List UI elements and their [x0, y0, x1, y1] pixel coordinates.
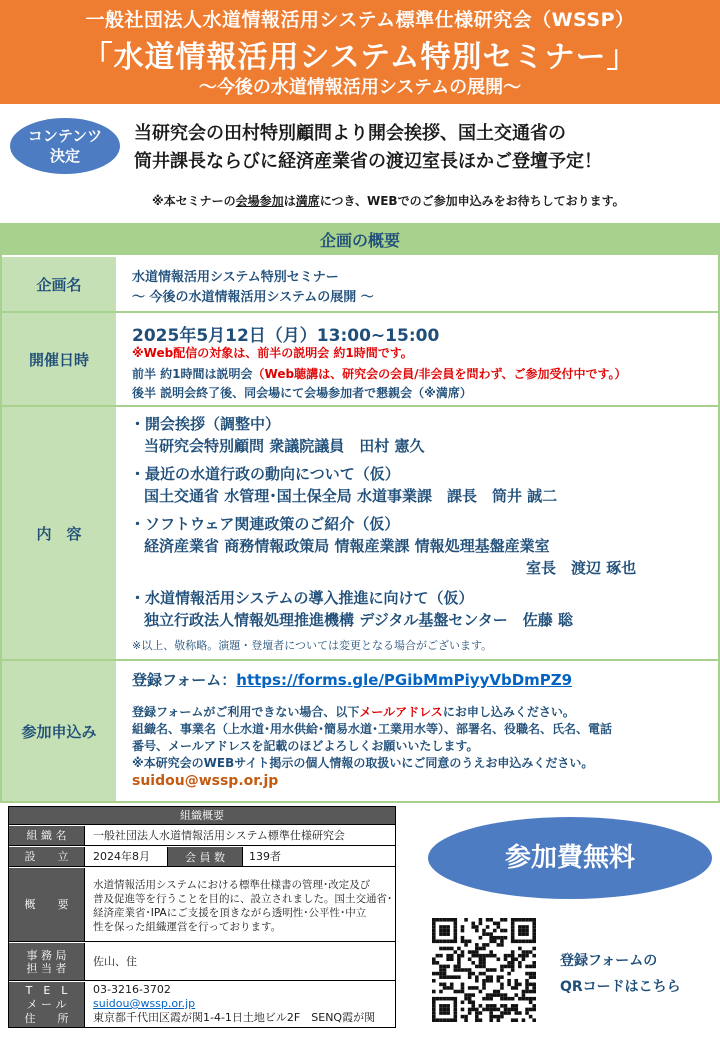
org-row-established	[9, 847, 395, 867]
item-3-detail-2: 室長 渡辺 琢也	[526, 559, 637, 577]
org-members-label: 会 員 数	[167, 847, 243, 866]
row-date	[2, 313, 718, 407]
item-4-detail: 独立行政法人情報処理推進機構 デジタル基盤センター 佐藤 聡	[144, 611, 573, 629]
staff-label-2: 担 当 者	[26, 961, 67, 975]
org-summary-label: 概 要	[9, 868, 85, 941]
org-staff-label	[9, 943, 85, 980]
first-half	[132, 365, 627, 382]
web-note: ※Web配信の対象は、前半の説明会 約1時間です。	[132, 346, 413, 360]
org-contact-label	[9, 982, 85, 1027]
notice-part: につき、WEBでのご参加申込みをお待ちしております。	[319, 194, 625, 208]
org-est-value: 2024年8月	[93, 850, 150, 863]
first-half-red: （Web聴講は、研究会の会員/非会員を問わず、ご参加受付中です。）	[252, 367, 627, 381]
apply-text-4: ※本研究会のWEBサイト掲示の個人情報の取扱いにご同意のうえお申込みください。	[132, 756, 594, 770]
organization-table	[8, 806, 396, 1028]
summary-line: 水道情報活用システムにおける標準仕様書の管理･改定及び	[93, 879, 371, 891]
notice-venue: 会場参加	[235, 194, 284, 208]
overview-heading: 企画の概要	[2, 225, 718, 257]
organizer-name: 一般社団法人水道情報活用システム標準仕様研究会（WSSP）	[85, 9, 635, 31]
announcement-text	[134, 120, 602, 176]
qr-caption-line-2: QRコードはこちら	[560, 979, 681, 995]
item-1-detail: 当研究会特別顧問 衆議院議員 田村 憲久	[144, 437, 425, 455]
badge-line-1: コンテンツ	[27, 127, 103, 145]
item-3-title: ・ソフトウェア関連政策のご紹介（仮）	[130, 515, 400, 533]
qr-caption-line-1: 登録フォームの	[560, 953, 658, 969]
summary-line: 普及促進等を行うことを目的に、設立されました。国土交通省･	[93, 893, 393, 905]
first-half-text: 前半 約1時間は説明会	[132, 367, 253, 381]
row-apply	[2, 661, 718, 801]
org-est-label: 設 立	[9, 847, 85, 866]
org-row-contact	[9, 982, 395, 1027]
content-note: ※以上、敬称略。演題・登壇者については変更となる場合がございます。	[132, 639, 493, 652]
item-4-title: ・水道情報活用システムの導入推進に向けて（仮）	[130, 589, 474, 607]
org-name-label: 組 織 名	[9, 826, 85, 845]
org-row-summary	[9, 868, 395, 942]
free-admission-badge: 参加費無料	[428, 817, 712, 899]
apply-email[interactable]: suidou@wssp.or.jp	[132, 773, 279, 789]
form-label: 登録フォーム：	[132, 671, 237, 689]
org-address: 東京都千代田区霞が関1-4-1日土地ビル2F SENQ霞が関	[93, 1011, 376, 1024]
contents-decided-badge	[10, 118, 120, 174]
qr-caption	[560, 948, 681, 1000]
item-3-detail: 経済産業省 商務情報政策局 情報産業課 情報処理基盤産業室	[144, 537, 550, 555]
apply-text-1-red: メールアドレス	[359, 705, 443, 719]
badge-line-2: 決定	[49, 147, 80, 165]
label-content: 内 容	[2, 407, 118, 659]
form-url-link[interactable]: https://forms.gle/PGibMmPiyyVbDmPZ9	[236, 671, 573, 689]
summary-line: 経済産業省･IPAにご支援を頂きながら透明性･公平性･中立	[93, 907, 367, 919]
seminar-subtitle: ～今後の水道情報活用システムの展開～	[198, 77, 522, 98]
overview-table	[0, 223, 720, 803]
header-banner	[0, 0, 720, 104]
second-half: 後半 説明会終了後、同会場にて会場参加者で懇親会（※満席）	[132, 386, 472, 400]
form-line	[132, 669, 572, 690]
apply-text-1	[132, 703, 575, 720]
staff-label-1: 事 務 局	[26, 948, 67, 962]
qr-code-icon[interactable]	[432, 918, 536, 1022]
date-main: 2025年5月12日（月）13:00~15:00	[132, 326, 440, 346]
org-table-title: 組織概要	[9, 807, 395, 825]
item-2-detail: 国土交通省 水管理･国土保全局 水道事業課 課長 筒井 誠二	[144, 487, 558, 505]
apply-text-3: 番号、メールアドレスを記載のほどよろしくお願いいたします。	[132, 739, 479, 753]
apply-text-1-pre: 登録フォームがご利用できない場合、以下	[132, 705, 360, 719]
plan-line-1: 水道情報活用システム特別セミナー	[132, 270, 339, 285]
org-tel: 03-3216-3702	[93, 983, 171, 996]
org-contact-value	[93, 983, 375, 1025]
addr-label: 住 所	[24, 1011, 69, 1025]
mail-label: メ ー ル	[26, 997, 67, 1011]
notice-full: 満席	[295, 194, 320, 208]
org-row-name	[9, 826, 395, 846]
org-name-value: 一般社団法人水道情報活用システム標準仕様研究会	[93, 829, 345, 842]
apply-text-2: 組織名、事業名（上水道･用水供給･簡易水道･工業用水等）、部署名、役職名、氏名、電話	[132, 722, 613, 736]
notice-part: ※本セミナーの	[152, 194, 236, 208]
tel-label: T E L	[25, 983, 68, 997]
row-plan-name	[2, 257, 718, 313]
org-staff-value: 佐山、住	[93, 955, 137, 968]
org-members-value: 139者	[249, 850, 281, 863]
org-summary-value	[93, 878, 392, 934]
org-mail-link[interactable]: suidou@wssp.or.jp	[93, 997, 196, 1010]
item-2-title: ・最近の水道行政の動向について（仮）	[130, 465, 400, 483]
summary-line: 性を保った組織運営を行っております。	[93, 921, 282, 933]
label-plan-name: 企画名	[2, 257, 118, 311]
seminar-title: 「水道情報活用システム特別セミナー」	[82, 40, 638, 75]
item-1-title: ・開会挨拶（調整中）	[130, 415, 281, 433]
apply-text-1-post: にお申し込みください。	[442, 705, 575, 719]
label-apply: 参加申込み	[2, 661, 118, 801]
label-date: 開催日時	[2, 313, 118, 405]
row-content	[2, 407, 718, 661]
announcement-line-1: 当研究会の田村特別顧問より開会挨拶、国土交通省の	[134, 123, 566, 144]
venue-full-notice	[152, 192, 625, 209]
announcement-line-2: 筒井課長ならびに経済産業省の渡辺室長ほかご登壇予定！	[134, 151, 602, 172]
org-row-staff	[9, 943, 395, 981]
plan-line-2: ～ 今後の水道情報活用システムの展開 ～	[132, 290, 374, 305]
notice-part: は	[283, 194, 296, 208]
